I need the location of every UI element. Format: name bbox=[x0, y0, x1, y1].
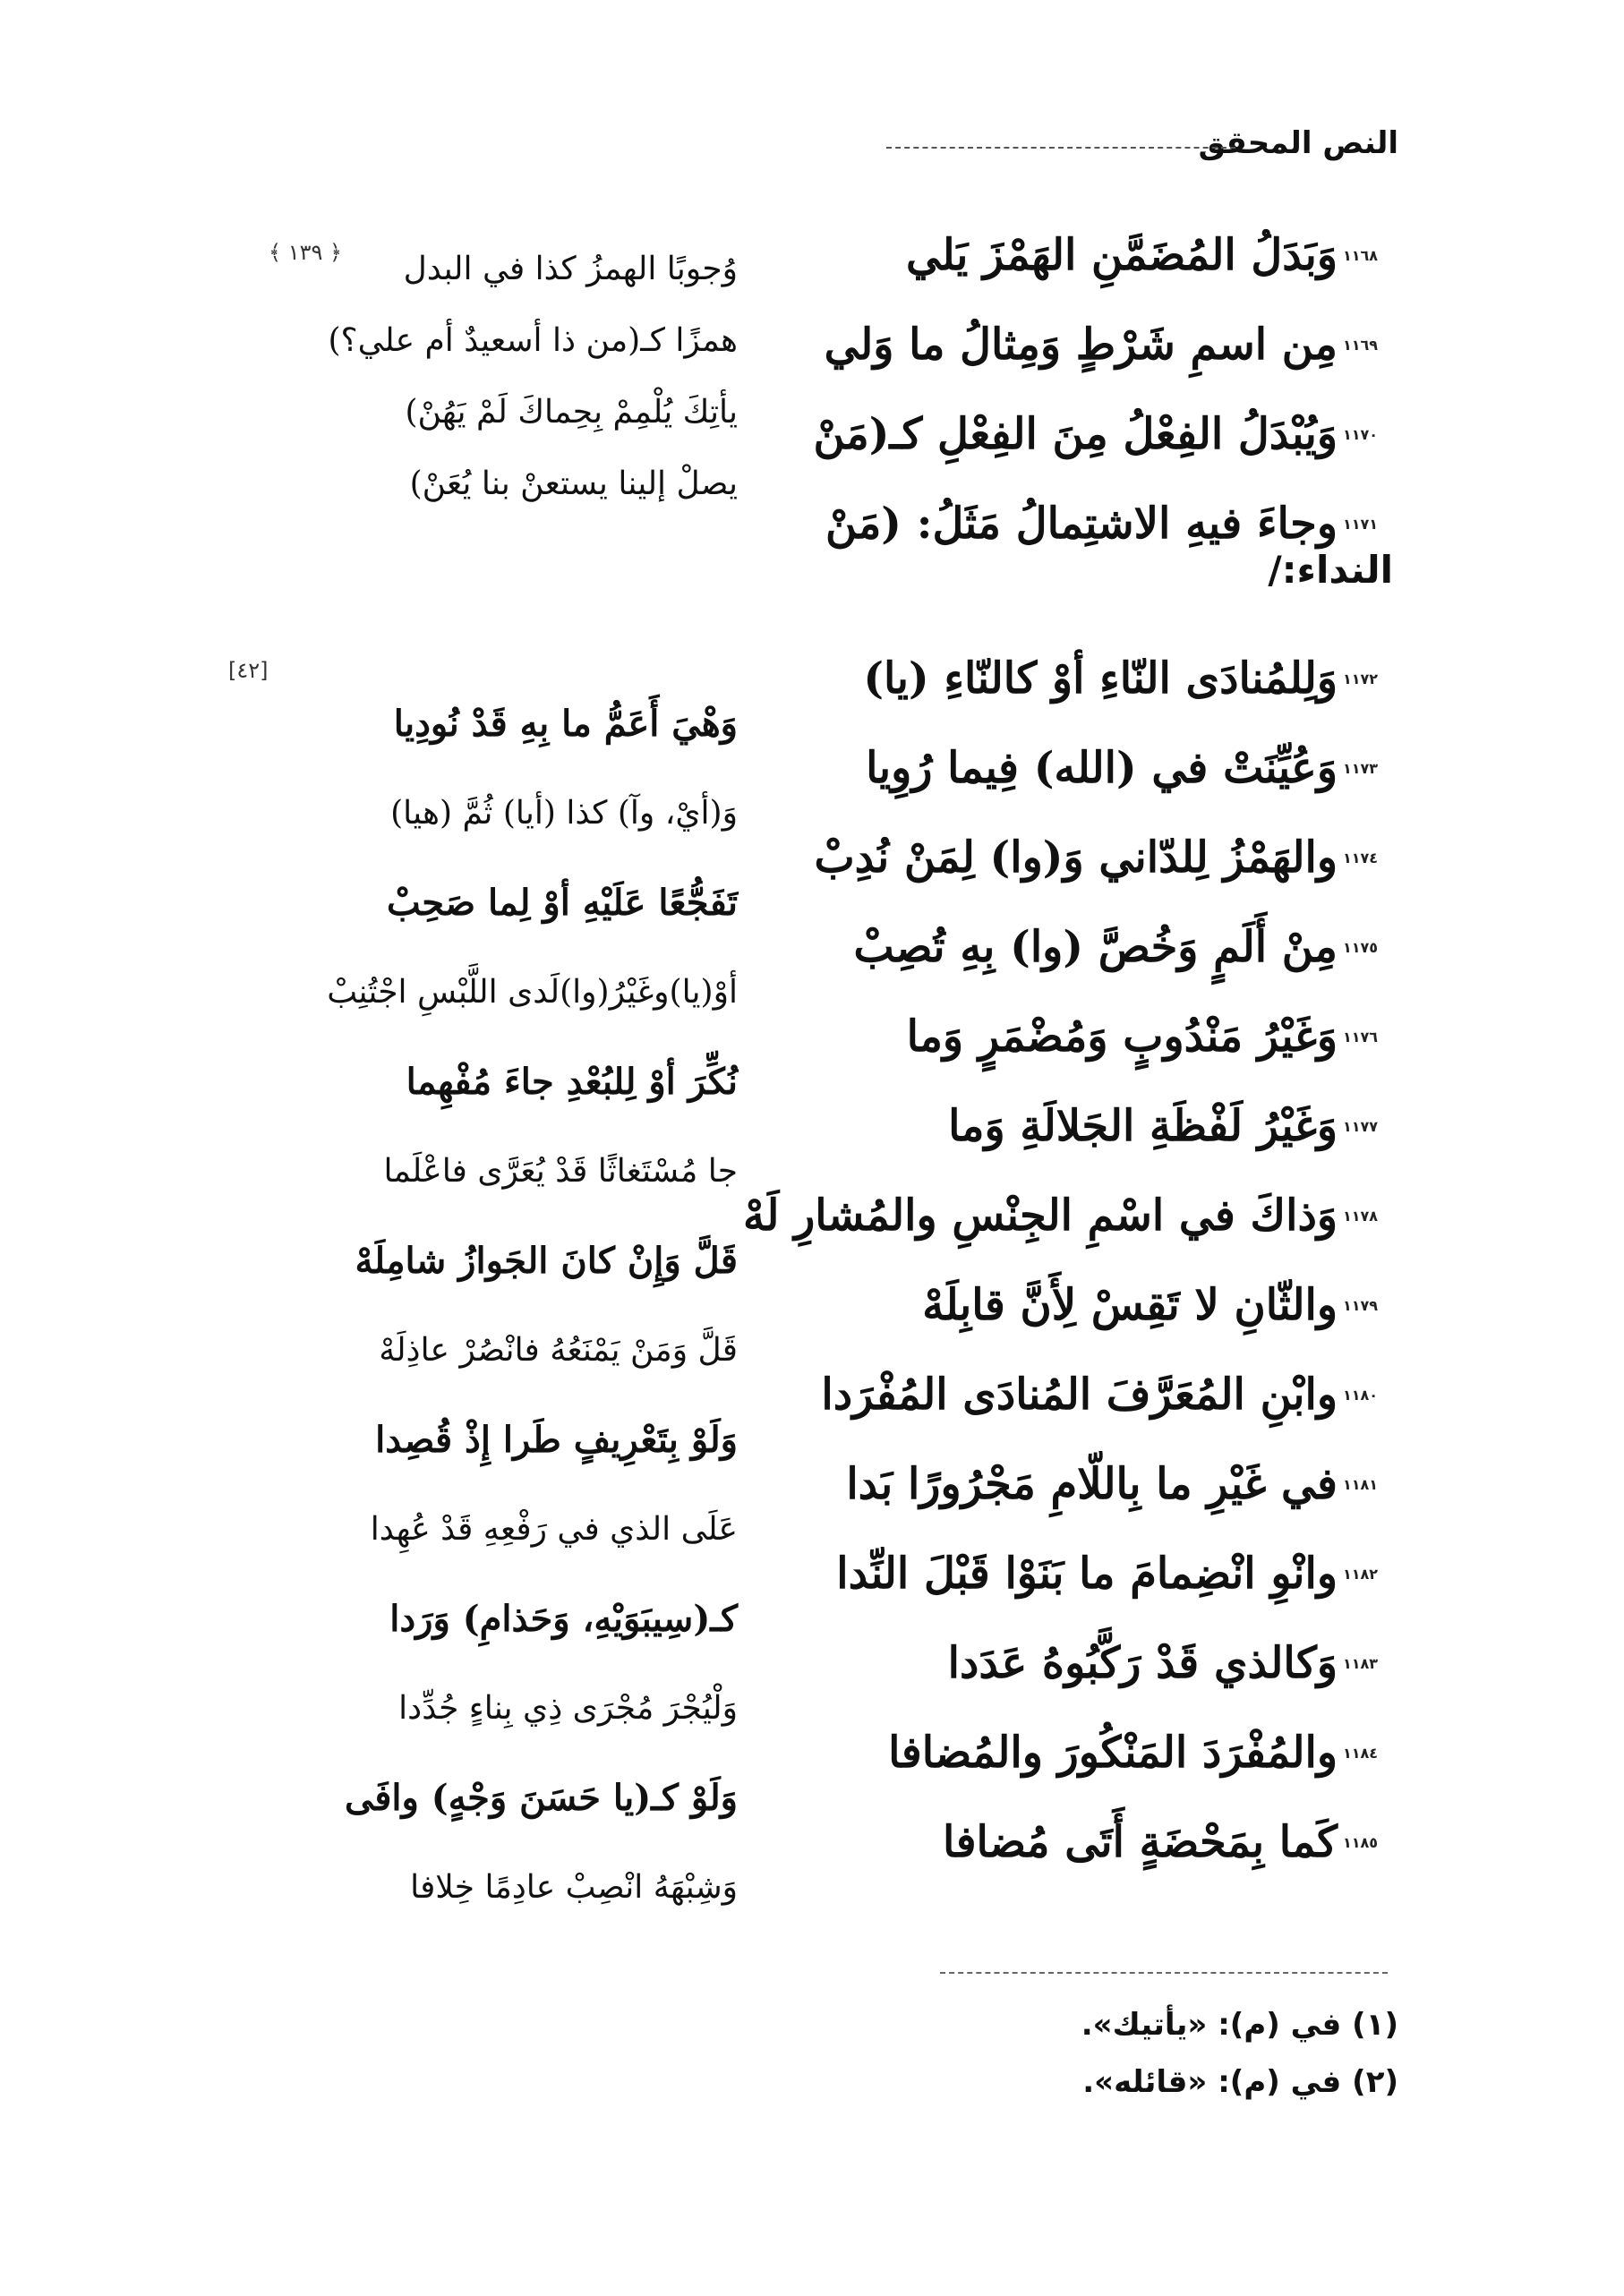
verse-hemistich: وَشِبْهَهُ انْصِبْ عادِمًا خِلافا bbox=[410, 1868, 738, 1906]
verse-hemistich: نُكِّرَ أوْ لِلبُعْدِ جاءَ مُفْهِما bbox=[406, 1060, 738, 1103]
verse-hemistich: وَ(أيْ، وآ) كذا (أيا) ثُمَّ (هيا) bbox=[390, 794, 738, 832]
verse-hemistich: جا مُسْتَغاثًا قَدْ يُعَرَّى فاعْلَما bbox=[383, 1152, 738, 1190]
verse-hemistich: يصلْ إلينا يستعنْ بنا يُعَنْ) bbox=[409, 465, 738, 502]
footnotes bbox=[1081, 1996, 1398, 2111]
verse-line: ١١٨٤ والمُفْرَدَ المَنْكُورَ والمُضافا bbox=[888, 1728, 1379, 1778]
verses-left-column bbox=[209, 679, 738, 1932]
verse-line: ١١٨٣ وَكالذي قَدْ رَكَّبُوهُ عَدَدا bbox=[947, 1638, 1379, 1688]
verse-line: ١١٨٢ وانْوِ انْضِمامَ ما بَنَوْا قَبْلَ النِّدا bbox=[836, 1549, 1379, 1599]
running-title: النص المحقق bbox=[1198, 125, 1398, 161]
verse-hemistich: يأتِكَ يُلْمِمْ بِحِماكَ لَمْ يَهُنْ) bbox=[405, 393, 738, 431]
verse-line: ١١٧٨ وَذاكَ في اسْمِ الجِنْسِ والمُشارِ لَهْ bbox=[743, 1191, 1379, 1241]
verse-hemistich: تَفَجُّعًا عَلَيْهِ أوْ لِما صَحِبْ bbox=[387, 881, 738, 924]
verse-hemistich: وُجوبًا الهمزُ كذا في البدل bbox=[403, 250, 738, 287]
header-rule bbox=[886, 147, 1235, 149]
verse-hemistich: قَلَّ وَمَنْ يَمْنَعُهُ فانْصُرْ عاذِلَهْ bbox=[379, 1331, 738, 1369]
verse-hemistich: همزًا كـ(من ذا أسعيدٌ أم علي؟) bbox=[328, 321, 738, 359]
section-heading: النداء:/ bbox=[1268, 548, 1393, 592]
verse-hemistich: كـ(سِيبَوَيْهِ، وَحَذامِ) وَرَدا bbox=[389, 1597, 738, 1640]
verse-line: ١١٨٠ وابْنِ المُعَرَّفَ المُنادَى المُفْرَدا bbox=[821, 1370, 1379, 1420]
side-marker: [٤٢] bbox=[228, 658, 269, 683]
footnote-rule bbox=[940, 1972, 1388, 1974]
verse-hemistich: وَلَوْ بِتَعْرِيفٍ طَرا إِذْ قُصِدا bbox=[375, 1418, 738, 1461]
verses-right-column bbox=[743, 634, 1393, 1887]
verse-line: ١١٨١ في غَيْرِ ما بِاللّامِ مَجْرُورًا بَدا bbox=[846, 1459, 1379, 1509]
footnote: (١) في (م): «يأتيك». bbox=[1081, 2007, 1398, 2043]
verse-line: ١١٦٩ مِن اسمِ شَرْطٍ وَمِثالُ ما وَلي bbox=[824, 320, 1379, 370]
verse-hemistich: أوْ(يا)وغَيْرُ(وا)لَدى اللَّبْسِ اجْتُنِبْ bbox=[327, 973, 738, 1011]
top-verses-right-column bbox=[766, 210, 1393, 568]
verse-hemistich: وَلَوْ كـ(يا حَسَنَ وَجْهٍ) وافَى bbox=[344, 1776, 738, 1819]
footnote: (٢) في (م): «قائله». bbox=[1082, 2064, 1398, 2100]
verse-hemistich: عَلَى الذي في رَفْعِهِ قَدْ عُهِدا bbox=[370, 1510, 738, 1548]
verse-line: ١١٧١ وجاءَ فيهِ الاشتِمالُ مَثَلُ: (مَنْ bbox=[825, 499, 1379, 549]
verse-hemistich: وَهْيَ أَعَمُّ ما بِهِ قَدْ نُودِيا bbox=[393, 702, 738, 745]
verse-line: ١١٧٧ وَغَيْرُ لَفْظَةِ الجَلالَةِ وَما bbox=[948, 1101, 1379, 1151]
verse-line: ١١٦٨ وَبَدَلُ المُضَمَّنِ الهَمْزَ يَلي bbox=[906, 230, 1379, 280]
verse-line: ١١٧٠ وَيُبْدَلُ الفِعْلُ مِنَ الفِعْلِ كـ(مَنْ bbox=[813, 409, 1379, 459]
verse-line: ١١٧٥ مِنْ أَلَمٍ وَخُصَّ (وا) بِهِ تُصِبْ bbox=[853, 922, 1379, 972]
top-verses-left-column bbox=[209, 233, 738, 519]
page-marker: ﴿ ١٣٩ ﴾ bbox=[269, 240, 343, 265]
verse-line: ١١٨٥ كَما بِمَحْضَةٍ أَتَى مُضافا bbox=[942, 1817, 1379, 1867]
verse-line: ١١٧٣ وَعُيِّنَتْ في (الله) فِيما رُوِيا bbox=[866, 743, 1379, 793]
verse-line: ١١٧٩ والثّانِ لا تَقِسْ لِأَنَّ قابِلَهْ bbox=[922, 1280, 1379, 1330]
verse-line: ١١٧٢ وَلِلمُنادَى النّاءِ أوْ كالنّاءِ (يا) bbox=[863, 653, 1379, 704]
verse-line: ١١٧٤ والهَمْزُ لِلدّاني وَ(وا) لِمَنْ نُدِبْ bbox=[814, 832, 1379, 883]
verse-hemistich: قَلَّ وَإِنْ كانَ الجَوازُ شامِلَهْ bbox=[355, 1239, 738, 1282]
verse-hemistich: وَلْيُجْرَ مُجْرَى ذِي بِناءٍ جُدِّدا bbox=[398, 1689, 738, 1727]
verse-line: ١١٧٦ وَغَيْرُ مَنْدُوبٍ وَمُضْمَرٍ وَما bbox=[906, 1011, 1379, 1062]
